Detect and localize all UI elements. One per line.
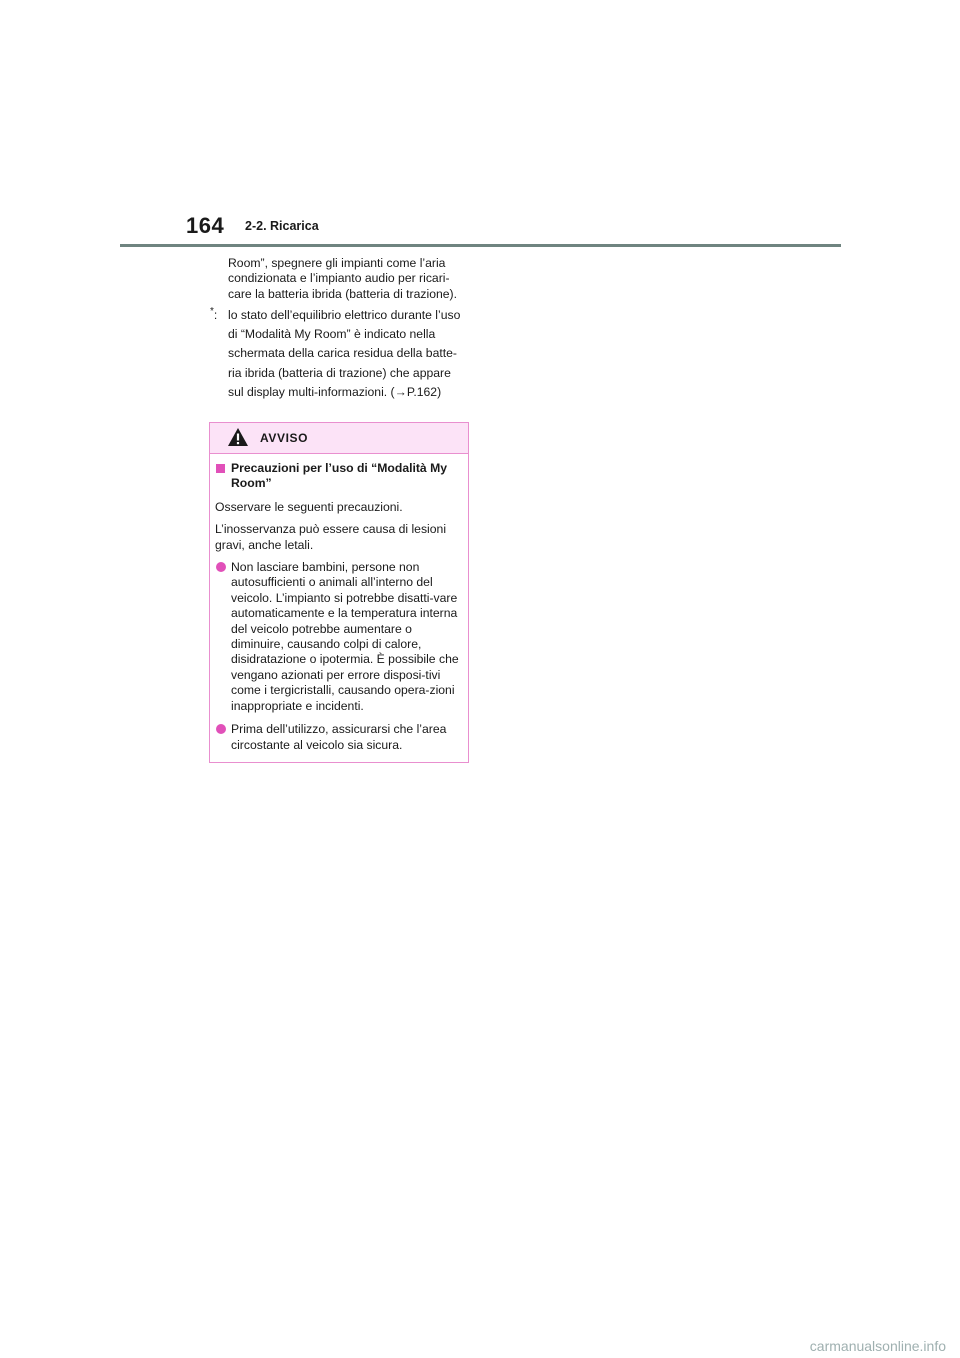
warning-subtitle xyxy=(215,461,460,492)
page-reference-link[interactable]: P.162) xyxy=(406,384,442,399)
watermark: carmanualsonline.info xyxy=(809,1338,946,1354)
warning-body xyxy=(210,454,468,753)
list-item-text: Prima dell’utilizzo, assicurarsi che l’area circostante al veicolo sia sicura. xyxy=(231,722,447,752)
warning-box xyxy=(209,422,469,763)
warning-triangle-icon xyxy=(227,427,249,447)
circle-bullet-icon xyxy=(216,724,226,734)
square-bullet-icon xyxy=(216,464,225,473)
warning-paragraph-1: Osservare le seguenti precauzioni. xyxy=(215,499,403,514)
page-number: 164 xyxy=(186,213,225,238)
list-item xyxy=(215,560,460,714)
warning-label: AVVISO xyxy=(260,431,309,445)
footnote-line-5-text: sul display multi-informazioni. ( xyxy=(228,384,395,399)
footnote-colon: : xyxy=(213,308,218,323)
footnote-line-2: di “Modalità My Room” è indicato nella xyxy=(228,327,436,342)
footnote-first-line xyxy=(210,306,474,325)
list-item-text: Non lasciare bambini, persone non autosufficienti o animali all’interno del veicolo. L’impianto si potrebbe disatti-vare automaticamente e la temperatura interna del veicolo potrebbe aumentare o diminuire, causando colpi di calore, disidratazione o ipotermia. È possibile che vengano azionati per errore disposi-tivi come i tergicristalli, causando opera-zioni inappropriate e incidenti. xyxy=(231,560,459,713)
arrow-icon: → xyxy=(394,384,407,399)
section-title: 2-2. Ricarica xyxy=(245,219,319,233)
warning-header xyxy=(210,423,468,454)
footnote xyxy=(210,306,474,402)
warning-subtitle-text: Precauzioni per l’uso di “Modalità My Room” xyxy=(231,461,448,491)
footnote-line-4: ria ibrida (batteria di trazione) che appare xyxy=(228,365,451,380)
footnote-asterisk: * xyxy=(210,306,214,317)
footnote-line-3: schermata della carica residua della batte- xyxy=(228,346,457,361)
warning-paragraph-2: L’inosservanza può essere causa di lesioni gravi, anche letali. xyxy=(215,522,447,552)
header-rule xyxy=(120,244,841,247)
footnote-line-1: lo stato dell’equilibrio elettrico durante l’uso xyxy=(228,308,461,322)
footnote-line-5 xyxy=(210,383,474,402)
intro-paragraph: Room”, spegnere gli impianti come l’aria condizionata e l’impianto audio per ricari-care la batteria ibrida (batteria di trazione). xyxy=(228,256,457,301)
circle-bullet-icon xyxy=(216,562,226,572)
footnote-marker xyxy=(210,306,228,325)
list-item xyxy=(215,722,460,753)
